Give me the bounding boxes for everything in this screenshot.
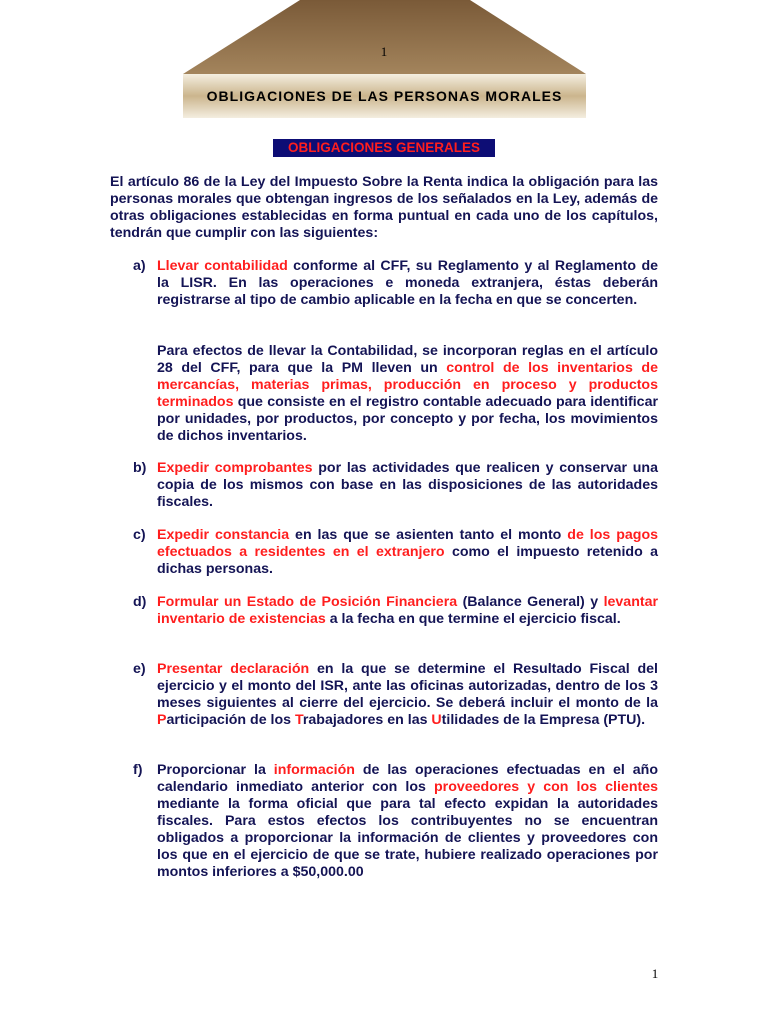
- highlight-text: control de los inventarios de mercancías, materias primas, producción en proceso y productos terminados: [157, 360, 658, 410]
- list-item-body: [157, 460, 658, 511]
- list-item-body: [157, 258, 658, 309]
- document-title-banner: [183, 74, 586, 118]
- list-item-c: [133, 527, 658, 578]
- list-marker: a): [133, 258, 146, 274]
- body-text: conforme al CFF, su Reglamento y al Reglamento de la LISR. En las operaciones e moneda extranjera, éstas deberán registrarse al tipo de cambio aplicable en la fecha en que se concerten.: [157, 258, 659, 308]
- highlight-text: Presentar declaración: [157, 661, 310, 677]
- highlight-text: Formular un Estado de Posición Financiera: [157, 594, 458, 610]
- body-text: Para efectos de llevar la Contabilidad, se incorporan reglas en el artículo 28 del CFF, para que la PM lleven un: [157, 343, 658, 376]
- list-marker: e): [133, 661, 146, 677]
- highlight-text: Expedir constancia: [157, 527, 290, 543]
- list-marker: b): [133, 460, 147, 476]
- list-item-body: [157, 762, 658, 881]
- highlight-letter: U: [431, 712, 442, 728]
- list-marker: d): [133, 594, 147, 610]
- list-item-body: [157, 594, 658, 628]
- highlight-text: información: [273, 762, 355, 778]
- sub-paragraph-a: [157, 343, 658, 445]
- section-heading: OBLIGACIONES GENERALES: [273, 139, 495, 157]
- list-item-d: [133, 594, 658, 628]
- roof-decoration: [0, 0, 768, 80]
- list-item-e: [133, 661, 658, 729]
- header-page-number: 1: [380, 44, 388, 59]
- list-marker: c): [133, 527, 146, 543]
- list-item-b: [133, 460, 658, 511]
- highlight-text: Expedir comprobantes: [157, 460, 313, 476]
- list-item-body: [157, 527, 658, 578]
- list-item-a: [133, 258, 658, 309]
- body-text: rabajadores en las: [302, 712, 432, 728]
- body-text: en las que se asienten tanto el monto: [289, 527, 568, 543]
- footer-page-number: 1: [651, 966, 659, 981]
- highlight-letter: P: [157, 712, 167, 728]
- body-text: en la que se determine el Resultado Fiscal del ejercicio y el monto del ISR, ante las oficinas autorizadas, dentro de los 3 meses siguientes al cierre del ejercicio. Se deberá incluir el monto de la: [157, 661, 658, 711]
- body-text: articipación de los: [166, 712, 295, 728]
- highlight-text: levantar inventario de existencias: [157, 594, 658, 627]
- body-text: Proporcionar la: [157, 762, 274, 778]
- body-text: mediante la forma oficial que para tal efecto expidan la autoridades fiscales. Para estos efectos los contribuyentes no se encuentran obligados a proporcionar la información de clientes y proveedores con los que en el ejercicio de que se trate, hubiere realizado operaciones por montos inferiores a $50,000.00: [157, 796, 658, 880]
- document-title: OBLIGACIONES DE LAS PERSONAS MORALES: [206, 88, 563, 104]
- list-marker: f): [133, 762, 143, 778]
- highlight-text: proveedores y con los clientes: [434, 779, 658, 795]
- list-item-f: [133, 762, 658, 881]
- body-text: a la fecha en que termine el ejercicio fiscal.: [325, 611, 621, 627]
- intro-paragraph: El artículo 86 de la Ley del Impuesto Sobre la Renta indica la obligación para las personas morales que obtengan ingresos de los señalados en la Ley, además de otras obligaciones establecidas en forma puntual en cada uno de los capítulos, tendrán que cumplir con las siguientes:: [110, 174, 658, 241]
- body-text: (Balance General) y: [457, 594, 604, 610]
- highlight-text: Llevar contabilidad: [157, 258, 288, 274]
- body-text: como el impuesto retenido a dichas personas.: [157, 544, 658, 577]
- highlight-letter: T: [294, 712, 303, 728]
- body-text: tilidades de la Empresa (PTU).: [441, 712, 646, 728]
- body-text: de las operaciones efectuadas en el año calendario inmediato anterior con los: [157, 762, 658, 795]
- body-text: que consiste en el registro contable adecuado para identificar por unidades, por productos, por concepto y por fecha, los movimientos de dichos inventarios.: [157, 394, 658, 444]
- highlight-text: de los pagos efectuados a residentes en el extranjero: [157, 527, 658, 560]
- list-item-body: [157, 661, 658, 729]
- body-text: por las actividades que realicen y conservar una copia de los mismos con base en las disposiciones de las autoridades fiscales.: [157, 460, 658, 510]
